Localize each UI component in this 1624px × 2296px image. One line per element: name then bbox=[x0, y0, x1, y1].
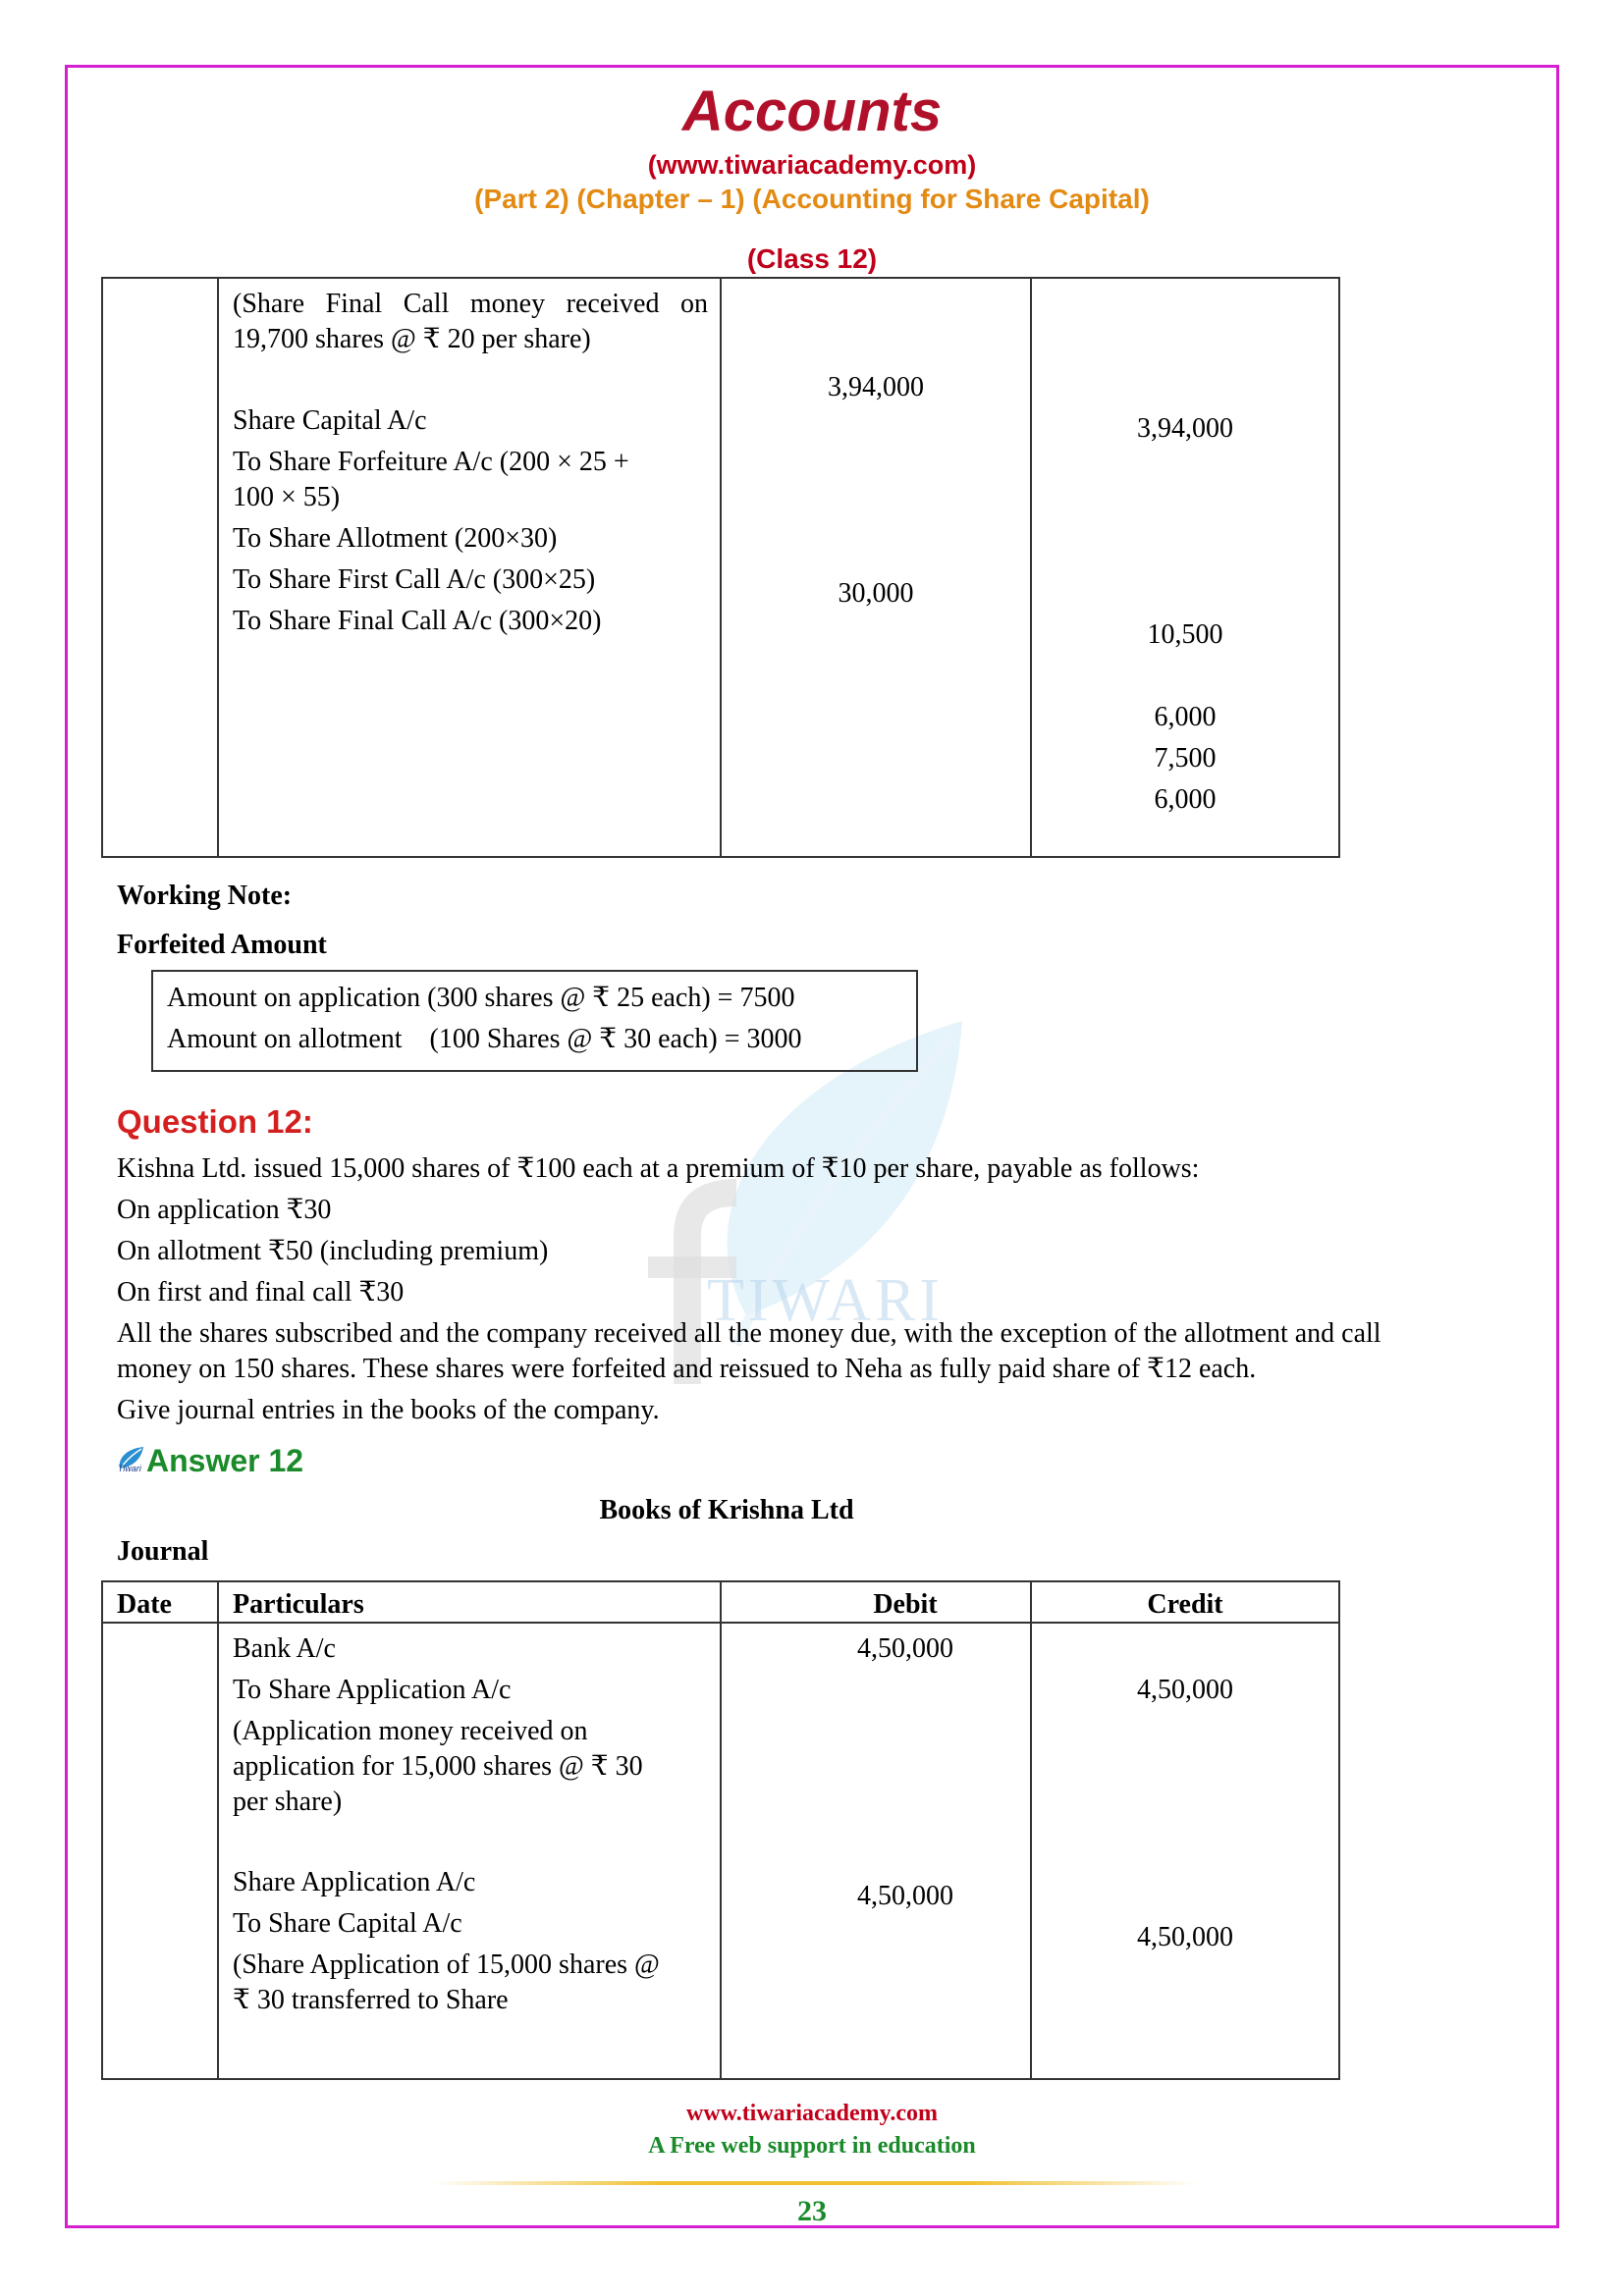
particular-line: 19,700 shares @ ₹ 20 per share) bbox=[233, 324, 591, 354]
debit-amount: 3,94,000 bbox=[828, 372, 924, 402]
credit-amount: 6,000 bbox=[1154, 702, 1217, 732]
page-title: Accounts bbox=[681, 80, 943, 143]
footer-url[interactable]: www.tiwariacademy.com bbox=[686, 2101, 938, 2126]
credit-amount: 7,500 bbox=[1154, 743, 1217, 774]
header-website: (www.tiwariacademy.com) bbox=[647, 150, 977, 180]
particular-line: application for 15,000 shares @ ₹ 30 bbox=[233, 1751, 643, 1782]
question-line: All the shares subscribed and the company received all the money due, with the exception of the allotment and call bbox=[117, 1318, 1381, 1349]
question-line: On application ₹30 bbox=[117, 1195, 332, 1225]
footer-tagline: A Free web support in education bbox=[648, 2133, 976, 2159]
particular-line: Bank A/c bbox=[233, 1633, 336, 1664]
credit-amount: 10,500 bbox=[1147, 619, 1223, 650]
credit-amount: 4,50,000 bbox=[1137, 1922, 1233, 1952]
debit-amount: 4,50,000 bbox=[857, 1881, 953, 1911]
particular-line: (Share Final Call money received on bbox=[233, 289, 708, 319]
working-note-line: Amount on application (300 shares @ ₹ 25 each) = 7500 bbox=[167, 983, 795, 1013]
particular-line: (Share Application of 15,000 shares @ bbox=[233, 1949, 660, 1980]
answer-heading: Answer 12 bbox=[146, 1443, 304, 1478]
particular-line: To Share First Call A/c (300×25) bbox=[233, 564, 596, 595]
working-note-line: Amount on allotment (100 Shares @ ₹ 30 each) = 3000 bbox=[167, 1024, 802, 1054]
particular-line: To Share Capital A/c bbox=[233, 1908, 462, 1939]
question-heading: Question 12: bbox=[117, 1103, 313, 1140]
credit-amount: 3,94,000 bbox=[1137, 413, 1233, 444]
column-header-credit: Credit bbox=[1147, 1589, 1223, 1620]
particular-line: 100 × 55) bbox=[233, 482, 341, 512]
credit-amount: 6,000 bbox=[1154, 784, 1217, 815]
particular-line: To Share Application A/c bbox=[233, 1675, 512, 1705]
class-label: (Class 12) bbox=[746, 243, 878, 274]
particular-line: per share) bbox=[233, 1787, 343, 1817]
particular-line: To Share Allotment (200×30) bbox=[233, 523, 558, 554]
watermark-text: TIWARI bbox=[707, 1267, 944, 1334]
forfeited-amount-heading: Forfeited Amount bbox=[117, 930, 327, 960]
journal-label: Journal bbox=[117, 1536, 209, 1567]
question-line: On allotment ₹50 (including premium) bbox=[117, 1236, 549, 1266]
credit-amount: 4,50,000 bbox=[1137, 1675, 1233, 1705]
column-header-debit: Debit bbox=[873, 1589, 938, 1620]
particular-line: To Share Forfeiture A/c (200 × 25 + bbox=[233, 447, 629, 477]
particular-line: To Share Final Call A/c (300×20) bbox=[233, 606, 602, 636]
question-line: money on 150 shares. These shares were forfeited and reissued to Neha as fully paid share of ₹12 each. bbox=[117, 1354, 1257, 1384]
working-note-heading: Working Note: bbox=[117, 881, 293, 911]
chapter-heading: (Part 2) (Chapter – 1) (Accounting for Share Capital) bbox=[474, 184, 1150, 214]
footer-divider bbox=[432, 2181, 1198, 2185]
page-number: 23 bbox=[797, 2195, 827, 2227]
particular-line: (Application money received on bbox=[233, 1716, 588, 1746]
question-line: Give journal entries in the books of the company. bbox=[117, 1395, 660, 1425]
books-title: Books of Krishna Ltd bbox=[599, 1495, 854, 1525]
question-line: On first and final call ₹30 bbox=[117, 1277, 405, 1308]
debit-amount: 4,50,000 bbox=[857, 1633, 953, 1664]
column-header-date: Date bbox=[117, 1589, 172, 1620]
tiwari-logo-icon: Tiwari bbox=[116, 1445, 147, 1474]
particular-line: Share Application A/c bbox=[233, 1867, 476, 1897]
particular-line: ₹ 30 transferred to Share bbox=[233, 1985, 509, 2015]
particular-line: Share Capital A/c bbox=[233, 405, 427, 436]
debit-amount: 30,000 bbox=[838, 578, 914, 609]
column-header-particulars: Particulars bbox=[233, 1589, 364, 1620]
question-line: Kishna Ltd. issued 15,000 shares of ₹100 each at a premium of ₹10 per share, payable as follows: bbox=[117, 1153, 1200, 1184]
